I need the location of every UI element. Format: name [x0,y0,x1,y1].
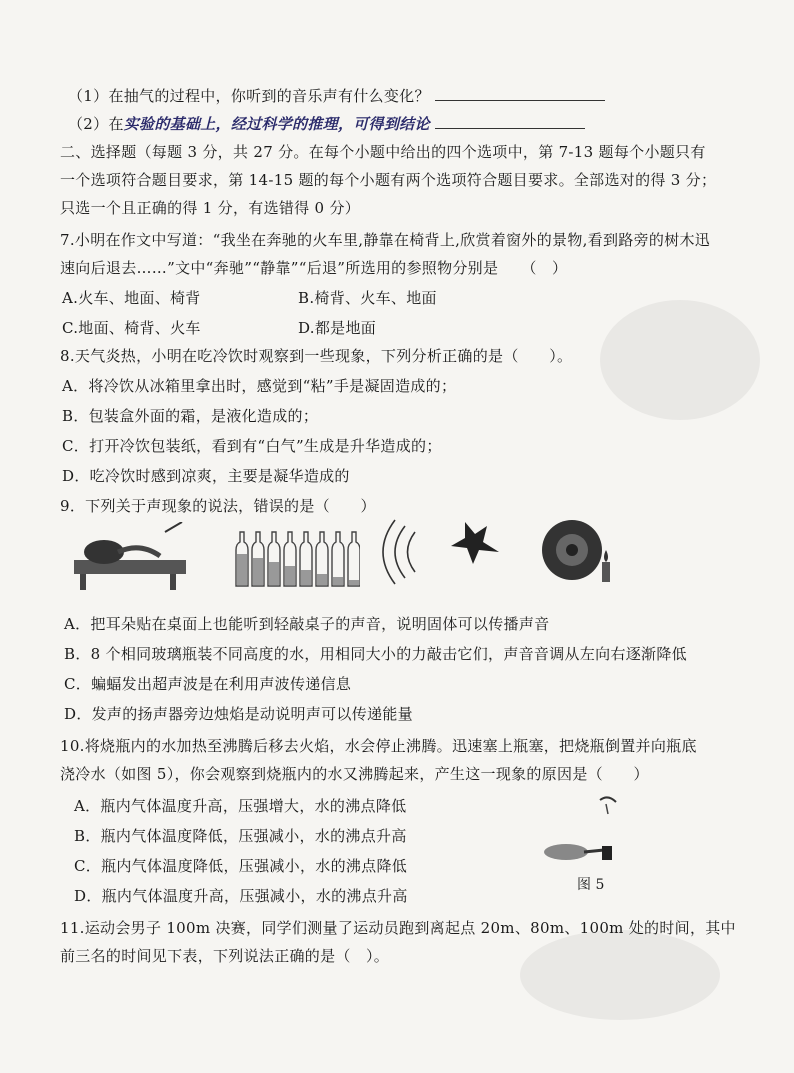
q7-option-d: D.都是地面 [298,319,377,337]
q10-option-c: C．瓶内气体温度降低，压强减小，水的沸点降低 [74,857,408,875]
q8-option-b: B．包装盒外面的霜，是液化造成的； [62,407,319,425]
q10-option-a: A．瓶内气体温度升高，压强增大，水的沸点降低 [74,797,407,815]
q-prev-sub1-text: （1）在抽气的过程中，你听到的音乐声有什么变化？ [68,87,430,105]
handwritten-answer: 实验的基础上，经过科学的推理，可得到结论 [123,115,430,133]
speaker-candle-figure [530,512,640,592]
answer-blank [435,114,585,129]
q8-option-d: D．吃冷饮时感到凉爽，主要是凝华造成的 [62,467,350,485]
answer-blank [435,86,605,101]
q-prev-sub2 [68,114,585,134]
section-heading-line3: 只选一个且正确的得 1 分，有选错得 0 分） [60,199,361,217]
q8-option-a: A．将冷饮从冰箱里拿出时，感觉到“粘”手是凝固造成的； [62,377,457,395]
q9-option-b: B．8 个相同玻璃瓶装不同高度的水，用相同大小的力敲击它们，声音音调从左向右逐渐降低 [64,645,687,663]
q7-stem-line1: 7.小明在作文中写道：“我坐在奔驰的火车里,静靠在椅背上,欣赏着窗外的景物,看到路旁的树木迅 [60,231,711,249]
section-heading-line2: 一个选项符合题目要求，第 14-15 题的每个小题有两个选项符合题目要求。全部选对的得 3 分； [60,171,717,189]
q10-option-d: D．瓶内气体温度升高，压强减小，水的沸点升高 [74,887,408,905]
q11-stem-line1: 11.运动会男子 100m 决赛，同学们测量了运动员跑到离起点 20m、80m、100m 处的时间，其中 [60,919,736,937]
q9-option-a: A．把耳朵贴在桌面上也能听到轻敲桌子的声音，说明固体可以传播声音 [64,615,550,633]
q8-option-c: C．打开冷饮包装纸，看到有“白气”生成是升华造成的； [62,437,442,455]
q11-stem-line2: 前三名的时间见下表，下列说法正确的是（ ）。 [60,947,390,965]
glass-bottles-figure [230,528,360,588]
q9-stem: 9．下列关于声现象的说法，错误的是（ ） [60,497,376,515]
q9-option-d: D．发声的扬声器旁边烛焰是动说明声可以传递能量 [64,705,413,723]
q-prev-sub1 [68,86,605,106]
q7-option-a: A.火车、地面、椅背 [62,289,201,307]
figure-5-caption: 图 5 [577,877,605,893]
q7-option-c: C.地面、椅背、火车 [62,319,201,337]
q10-option-b: B．瓶内气体温度降低，压强减小，水的沸点升高 [74,827,407,845]
q10-stem-line1: 10.将烧瓶内的水加热至沸腾后移去火焰，水会停止沸腾。迅速塞上瓶塞，把烧瓶倒置并向瓶底 [60,737,697,755]
bat-ultrasound-figure [375,512,515,592]
q9-figures [70,512,710,602]
q9-option-c: C．蝙蝠发出超声波是在利用声波传递信息 [64,675,352,693]
section-heading-line1: 二、选择题（每题 3 分，共 27 分。在每个小题中给出的四个选项中，第 7-13 题每个小题只有 [60,143,706,161]
ear-on-desk-figure [70,522,190,592]
q-prev-sub2-prefix: （2）在 [68,115,124,133]
q10-stem-line2: 浇冷水（如图 5），你会观察到烧瓶内的水又沸腾起来，产生这一现象的原因是（ ） [60,765,649,783]
q7-stem-line2: 速向后退去……”文中“奔驰”“静靠”“后退”所选用的参照物分别是 （ ） [60,259,568,277]
q7-option-b: B.椅背、火车、地面 [298,289,437,307]
q8-stem: 8.天气炎热，小明在吃冷饮时观察到一些现象，下列分析正确的是（ ）。 [60,347,573,365]
